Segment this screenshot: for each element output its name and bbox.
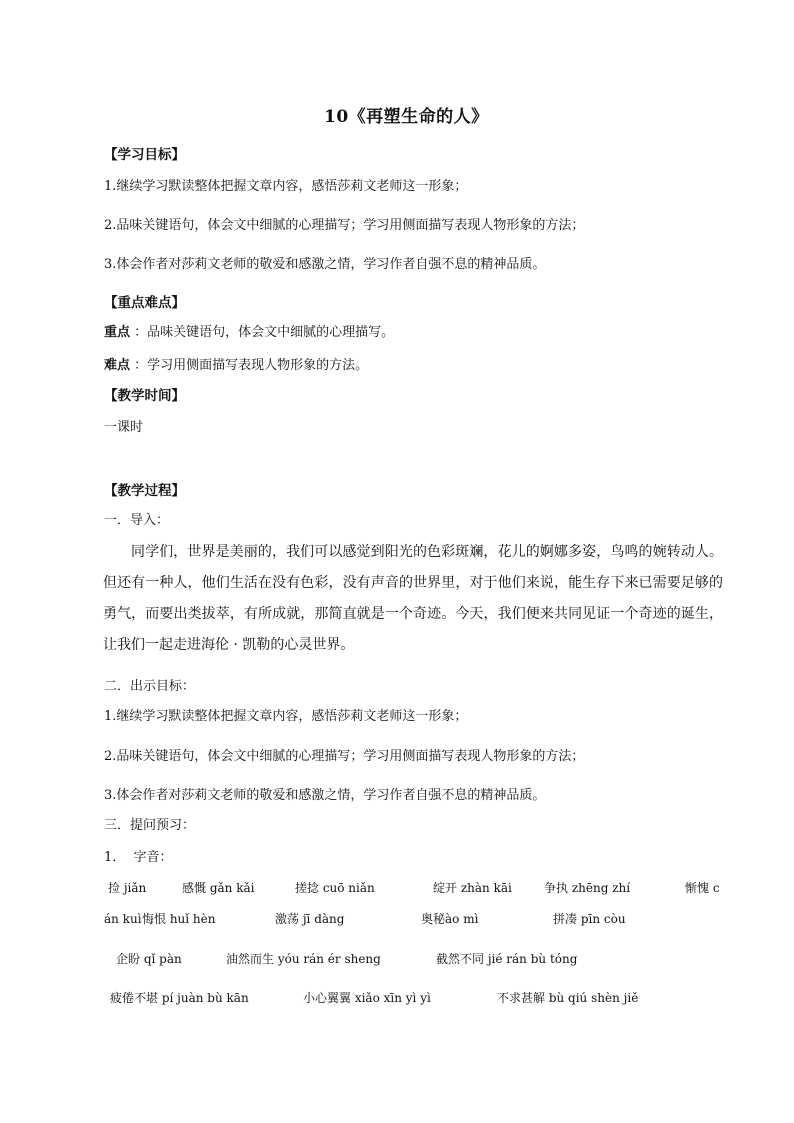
intro-heading: 一．导入： bbox=[104, 513, 170, 528]
difficult-point-row bbox=[104, 357, 368, 375]
key-points-heading: 【重点难点】 bbox=[104, 295, 185, 311]
process-heading: 【教学过程】 bbox=[104, 483, 185, 499]
difficult-point-text: ：学习用侧面描写表现人物形象的方法。 bbox=[130, 358, 369, 373]
word-pinyin: 感慨 gǎn kǎi bbox=[182, 881, 255, 895]
goal-item: 3.体会作者对莎莉文老师的敬爱和感激之情，学习作者自强不息的精神品质。 bbox=[104, 788, 546, 803]
goal-item: 2.品味关键语句，体会文中细腻的心理描写；学习用侧面描写表现人物形象的方法； bbox=[104, 749, 585, 764]
preview-heading: 三．提问预习： bbox=[104, 818, 196, 833]
word-pinyin: 悔恨 huǐ hèn bbox=[142, 912, 216, 926]
goals-heading: 二．出示目标： bbox=[104, 679, 196, 694]
time-heading: 【教学时间】 bbox=[104, 388, 185, 404]
word-pinyin: 小心翼翼 xiǎo xīn yì yì bbox=[303, 991, 431, 1005]
word-pinyin: 争执 zhēng zhí bbox=[544, 881, 631, 895]
word-pinyin: 绽开 zhàn kāi bbox=[433, 881, 512, 895]
intro-paragraph: 同学们，世界是美丽的，我们可以感觉到阳光的色彩斑斓，花儿的婀娜多姿，鸟鸣的婉转动人。但还有一种人，他们生活在没有色彩，没有声音的世界里，对于他们来说，能生存下来已需要足够的勇气，而要出类拔萃，有所成就，那简直就是一个奇迹。今天，我们便来共同见证一个奇迹的诞生，让我们一起走进海伦 · 凯勒的心灵世界。 bbox=[103, 544, 723, 653]
word-pinyin: 不求甚解 bù qiú shèn jiě bbox=[497, 991, 639, 1005]
word-pinyin: 疲倦不堪 pí juàn bù kān bbox=[110, 991, 249, 1005]
difficult-point-label: 难点 bbox=[104, 358, 131, 373]
word-pinyin: 企盼 qǐ pàn bbox=[116, 952, 182, 966]
pronunciation-heading: 1． 字音： bbox=[104, 850, 173, 865]
word-pinyin: 搓捻 cuō niǎn bbox=[295, 881, 375, 895]
word-pinyin: 油然而生 yóu rán ér sheng bbox=[226, 952, 381, 966]
objective-item: 3.体会作者对莎莉文老师的敬爱和感激之情，学习作者自强不息的精神品质。 bbox=[104, 257, 546, 272]
word-pinyin: 激荡 jī dàng bbox=[275, 912, 345, 926]
document-title: 10《再塑生命的人》 bbox=[324, 107, 489, 127]
word-pinyin: 捡 jiǎn bbox=[108, 881, 147, 895]
key-point-row bbox=[104, 324, 394, 342]
word-pinyin: 奥秘ào mì bbox=[421, 912, 479, 926]
objectives-heading: 【学习目标】 bbox=[104, 147, 185, 163]
objective-item: 2.品味关键语句，体会文中细腻的心理描写；学习用侧面描写表现人物形象的方法； bbox=[104, 218, 585, 233]
word-pinyin: 截然不同 jié rán bù tóng bbox=[436, 952, 578, 966]
word-pinyin: 拼凑 pīn còu bbox=[553, 912, 626, 926]
key-point-label: 重点 bbox=[104, 325, 131, 340]
word-pinyin: án kuì bbox=[104, 912, 142, 926]
key-point-text: ：品味关键语句，体会文中细腻的心理描写。 bbox=[130, 325, 395, 340]
word-pinyin: 惭愧 c bbox=[685, 881, 720, 895]
time-value: 一课时 bbox=[104, 420, 144, 435]
goal-item: 1.继续学习默读整体把握文章内容，感悟莎莉文老师这一形象； bbox=[104, 709, 468, 724]
objective-item: 1.继续学习默读整体把握文章内容，感悟莎莉文老师这一形象； bbox=[104, 179, 468, 194]
